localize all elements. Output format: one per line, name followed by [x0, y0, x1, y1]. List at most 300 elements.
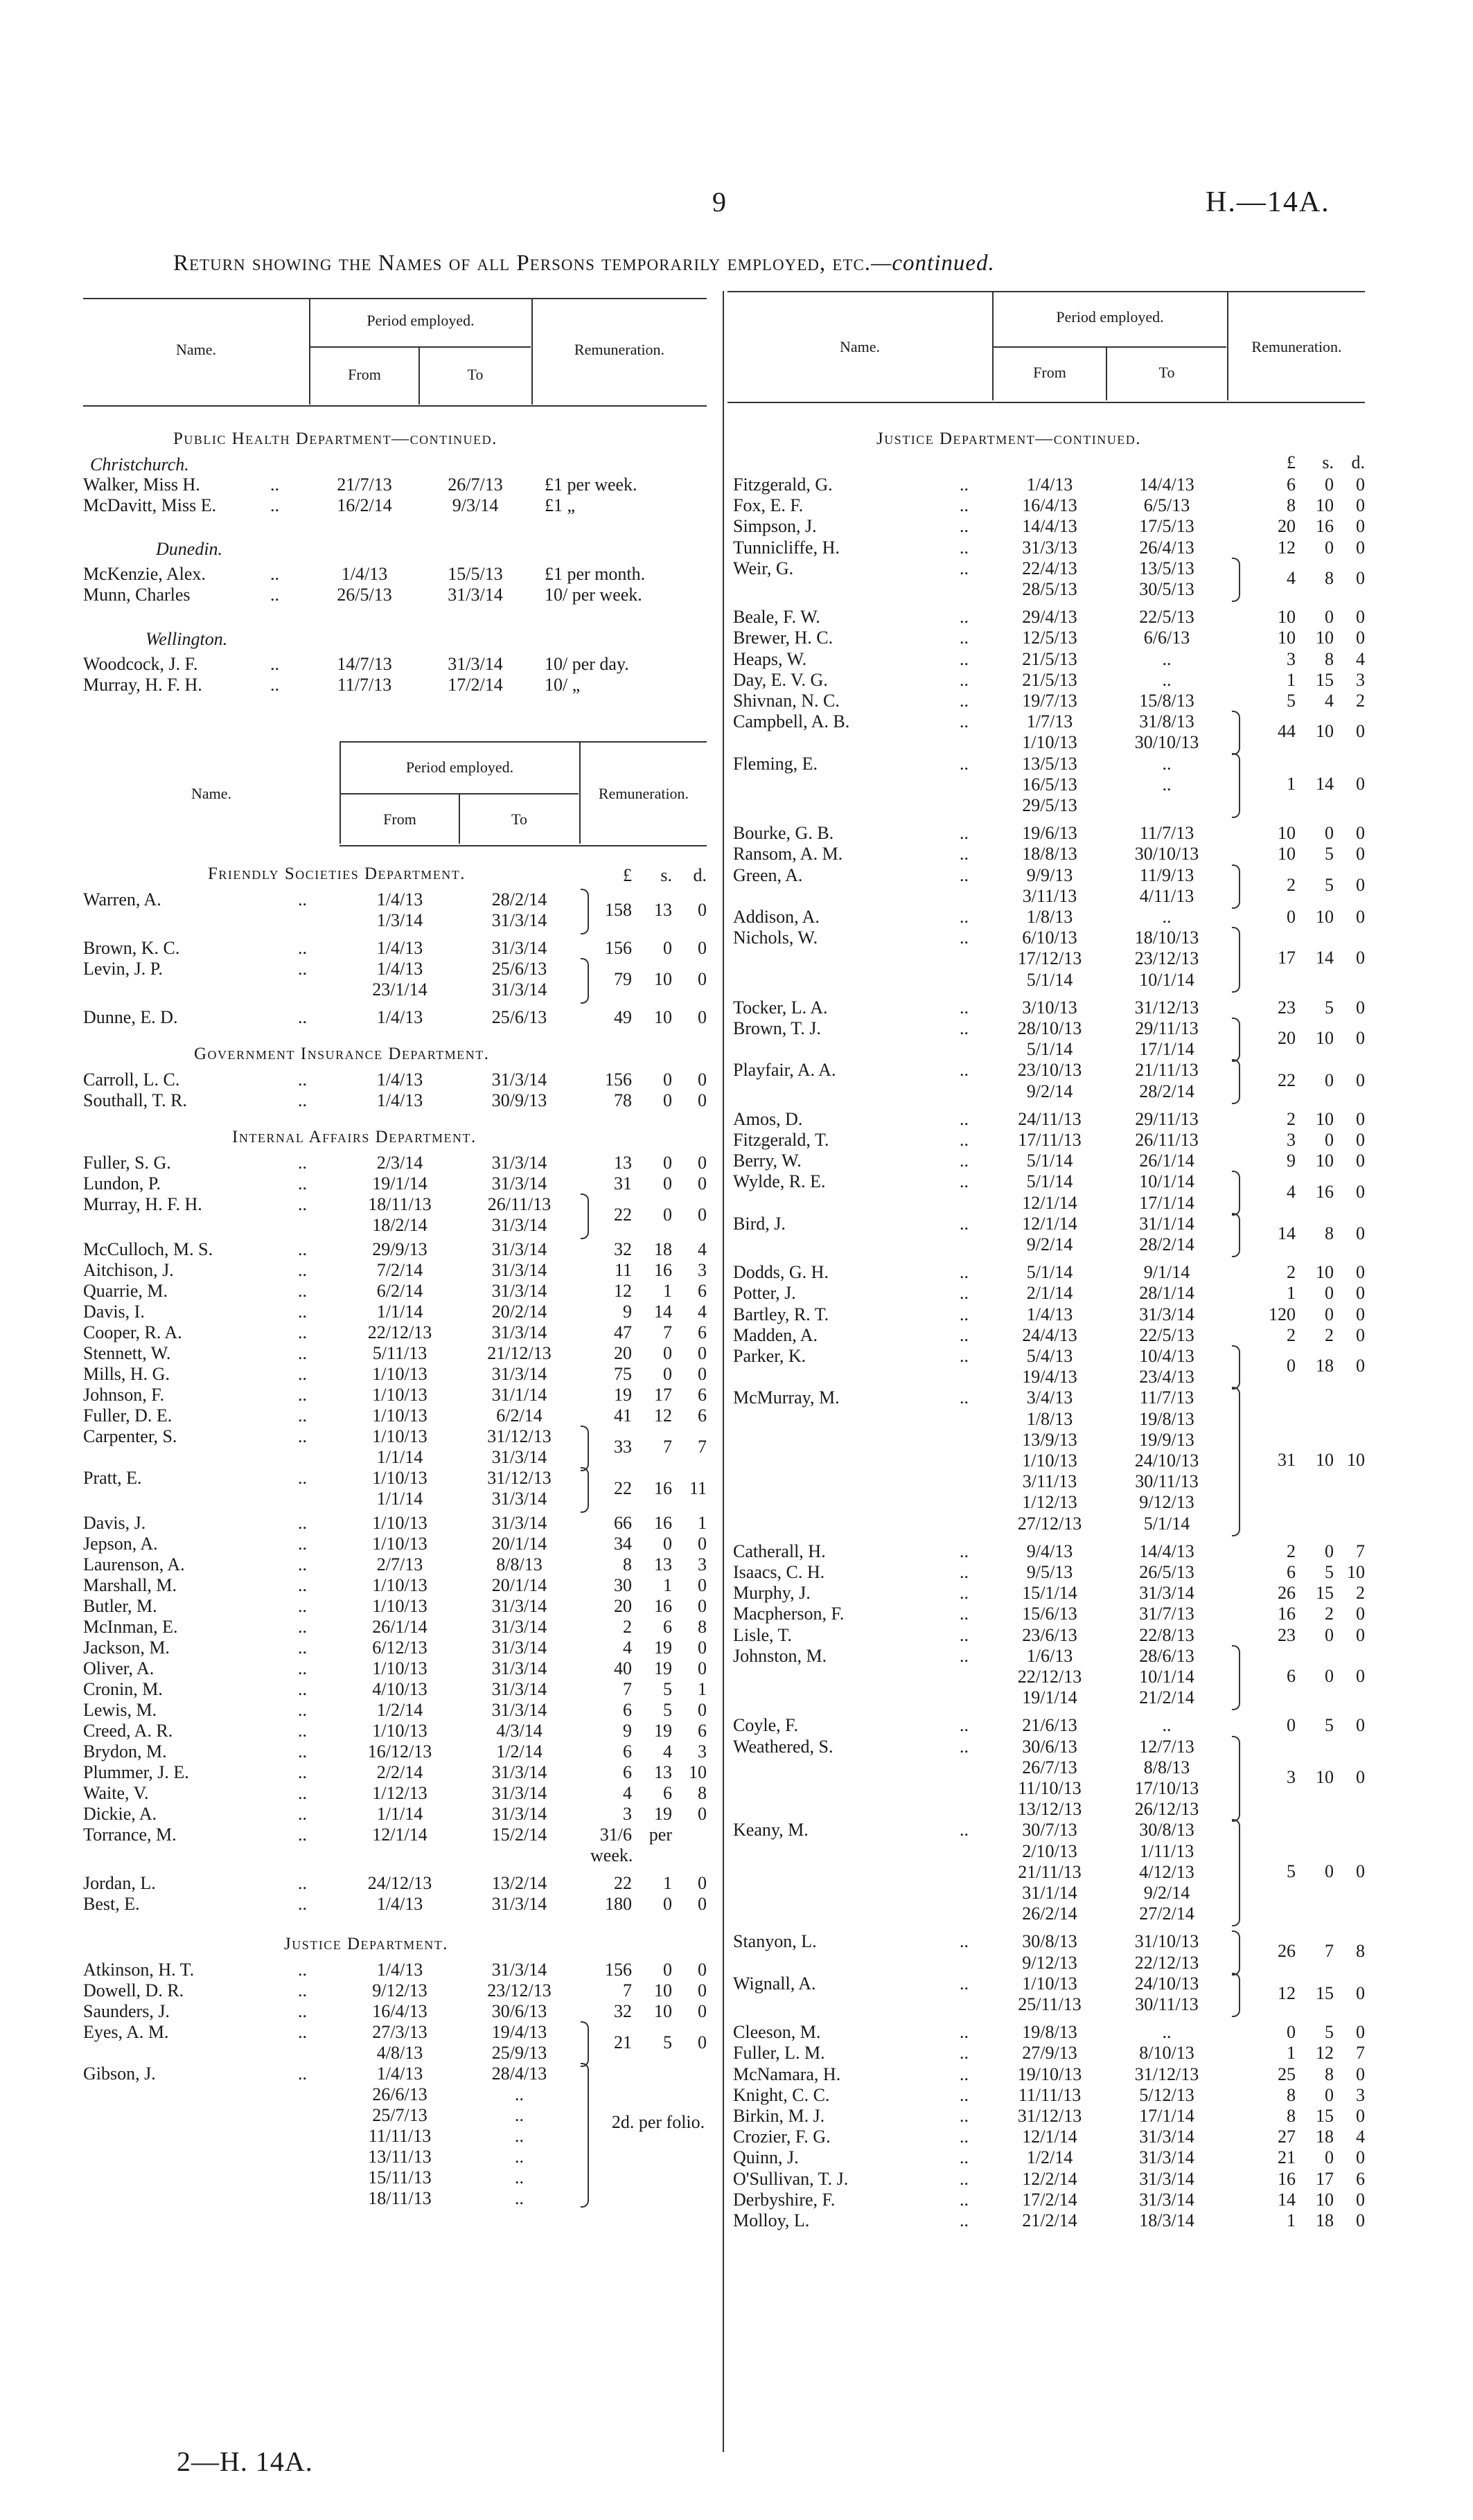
- leader-dots: ..: [298, 1513, 307, 1533]
- pence: 0: [1356, 537, 1365, 558]
- from-date: 21/5/13: [1022, 669, 1077, 690]
- subsection-dunedin: Dunedin.: [156, 539, 223, 559]
- shillings: 1: [663, 1575, 672, 1595]
- pounds: 49: [614, 1007, 632, 1027]
- from-date: 9/2/14: [1026, 1081, 1073, 1101]
- pence: 0: [698, 1205, 707, 1225]
- to-date: 31/3/14: [491, 1489, 547, 1509]
- to-date: 8/8/13: [496, 1554, 543, 1574]
- leader-dots: ..: [960, 558, 969, 578]
- pence: 0: [698, 1173, 707, 1194]
- pence: 0: [1356, 2022, 1365, 2043]
- pounds: 14: [1278, 2189, 1296, 2210]
- from-date: 27/3/13: [372, 2022, 427, 2042]
- leader-dots: ..: [960, 1304, 969, 1324]
- to-date: 17/2/14: [448, 675, 503, 695]
- name-cell: McInman, E.: [83, 1617, 178, 1637]
- shillings: 8: [1325, 1223, 1334, 1243]
- leader-dots: ..: [960, 1541, 969, 1561]
- to-date: 31/3/14: [491, 1700, 547, 1720]
- pounds: 32: [614, 2001, 632, 2021]
- leader-dots: ..: [960, 997, 969, 1018]
- pence: 6: [698, 1721, 707, 1741]
- name-cell: Quarrie, M.: [83, 1281, 168, 1301]
- shillings: 6: [663, 1617, 672, 1637]
- name-cell: Weir, G.: [733, 558, 794, 578]
- from-date: 1/10/13: [372, 1596, 427, 1616]
- amount-row: [0, 773, 1473, 795]
- pounds: 158: [605, 900, 632, 920]
- pence: 8: [1356, 1941, 1365, 1961]
- pence: 3: [698, 1260, 707, 1280]
- from-date: 21/11/13: [1018, 1861, 1082, 1882]
- table-row: [0, 1840, 1473, 1863]
- name-cell: Derbyshire, F.: [733, 2189, 836, 2210]
- shillings: 17: [654, 1385, 672, 1405]
- from-date: 9/5/13: [1026, 1562, 1073, 1582]
- to-date: 25/6/13: [491, 959, 547, 979]
- to-date: 12/7/13: [1139, 1736, 1194, 1757]
- pounds: 4: [1287, 1182, 1296, 1202]
- pence: 0: [1356, 875, 1365, 895]
- pence: 0: [1356, 2106, 1365, 2126]
- from-date: 1/10/13: [372, 1513, 427, 1533]
- leader-dots: ..: [960, 1931, 969, 1952]
- name-cell: Shivnan, N. C.: [733, 691, 840, 711]
- shillings: 0: [1325, 537, 1334, 558]
- to-date: 15/5/13: [448, 564, 503, 584]
- to-date: 4/12/13: [1139, 1861, 1194, 1882]
- pounds: 8: [1287, 495, 1296, 516]
- table-row: [0, 1282, 1473, 1304]
- pounds: 7: [623, 1980, 632, 2000]
- name-cell: Johnson, F.: [83, 1385, 165, 1405]
- table-row: [0, 1561, 1473, 1583]
- lsd-headers-right: [0, 452, 1473, 474]
- name-cell: Nichols, W.: [733, 928, 818, 948]
- from-date: 26/6/13: [372, 2084, 427, 2104]
- to-date: 31/3/14: [491, 1658, 547, 1678]
- shillings: 10: [1316, 2189, 1334, 2210]
- from-date: 19/1/14: [1022, 1687, 1077, 1708]
- from-date: 17/2/14: [1022, 2189, 1077, 2210]
- shillings: 7: [663, 1322, 672, 1342]
- pounds: 20: [1278, 1028, 1296, 1048]
- to-date: 30/11/13: [1135, 1471, 1199, 1492]
- from-date: 2/3/14: [376, 1153, 423, 1173]
- section-justice: Justice Department.: [284, 1935, 449, 1953]
- name-cell: Brown, K. C.: [83, 938, 180, 958]
- name-cell: McCulloch, M. S.: [83, 1239, 213, 1259]
- from-date: 1/10/13: [372, 1364, 427, 1384]
- shillings: 0: [1325, 1130, 1334, 1150]
- table-row: [0, 2147, 1473, 2169]
- from-date: 16/4/13: [1022, 495, 1077, 516]
- name-cell: O'Sullivan, T. J.: [733, 2168, 849, 2189]
- name-cell: Jepson, A.: [83, 1534, 158, 1554]
- to-date: 17/1/14: [1139, 2106, 1194, 2126]
- name-cell: Quinn, J.: [733, 2147, 799, 2168]
- shillings: 19: [654, 1638, 672, 1658]
- name-cell: Fuller, D. E.: [83, 1405, 173, 1426]
- table-row: [0, 822, 1473, 844]
- shillings: 0: [1325, 1070, 1334, 1090]
- to-date: 19/8/13: [1139, 1408, 1194, 1429]
- remuneration: 10/ per week.: [545, 585, 642, 605]
- name-cell: Butler, M.: [83, 1596, 157, 1616]
- leader-dots: ..: [960, 823, 969, 844]
- leader-dots: ..: [298, 889, 307, 909]
- leader-dots: ..: [960, 1736, 969, 1757]
- header-name: Name.: [175, 341, 217, 358]
- from-date: 17/11/13: [1018, 1130, 1082, 1150]
- pounds: 22: [614, 1478, 632, 1498]
- to-date: 31/3/14: [1139, 2168, 1194, 2189]
- shillings: 0: [1325, 474, 1334, 495]
- pence: 6: [1356, 2168, 1365, 2189]
- pounds: 32: [614, 1239, 632, 1259]
- leader-dots: ..: [298, 1741, 307, 1762]
- pence: 0: [1356, 1262, 1365, 1283]
- pounds: 0: [1287, 907, 1296, 927]
- name-cell: Best, E.: [83, 1894, 140, 1914]
- shillings-header: s.: [1322, 452, 1334, 472]
- from-date: 1/4/13: [376, 889, 423, 909]
- to-date: 28/2/14: [1139, 1081, 1194, 1101]
- shillings: 10: [654, 2001, 672, 2021]
- from-date: 12/1/14: [1022, 1213, 1077, 1234]
- table-row: [0, 474, 1473, 496]
- name-cell: Fleming, E.: [733, 753, 818, 774]
- pounds: 7: [623, 1679, 632, 1699]
- table-row: [0, 1429, 1473, 1451]
- pounds: 12: [1278, 537, 1296, 558]
- pounds: 19: [614, 1385, 632, 1405]
- section-internal-affairs: Internal Affairs Department.: [232, 1128, 477, 1146]
- name-cell: Bartley, R. T.: [733, 1304, 829, 1324]
- name-cell: Simpson, J.: [733, 516, 817, 537]
- name-cell: Carpenter, S.: [83, 1426, 177, 1446]
- shillings: 0: [663, 1534, 672, 1554]
- pounds: 9: [623, 1721, 632, 1741]
- to-date: 31/3/14: [1139, 2189, 1194, 2210]
- name-cell: Plummer, J. E.: [83, 1762, 189, 1782]
- to-date: 25/6/13: [491, 1007, 547, 1027]
- pence: 0: [1356, 1624, 1365, 1645]
- from-date: 1/3/14: [376, 910, 423, 930]
- to-date: 31/3/14: [491, 1153, 547, 1173]
- to-date: 24/10/13: [1134, 1973, 1199, 1994]
- to-date: 31/1/14: [491, 1385, 547, 1405]
- leader-dots: ..: [960, 844, 969, 864]
- shillings: 7: [1325, 1941, 1334, 1961]
- left-header-top-rule: [83, 298, 707, 299]
- from-date: 1/8/13: [1026, 1408, 1073, 1429]
- table-row: [0, 1129, 1473, 1151]
- to-date: 30/10/13: [1134, 844, 1199, 864]
- amount-row: [0, 720, 1473, 743]
- leader-dots: ..: [298, 938, 307, 958]
- pounds: 16: [1278, 2168, 1296, 2189]
- to-date: 30/11/13: [1135, 1994, 1199, 2014]
- from-date: 5/1/14: [1026, 1151, 1073, 1171]
- from-date: 26/2/14: [1022, 1904, 1077, 1924]
- from-date: 11/11/13: [1018, 2084, 1082, 2105]
- name-cell: Addison, A.: [733, 907, 820, 927]
- to-date: 22/8/13: [1139, 1624, 1194, 1645]
- document-reference: H.—14A.: [1206, 186, 1330, 218]
- name-cell: Johnston, M.: [733, 1645, 827, 1666]
- name-cell: Potter, J.: [733, 1283, 796, 1304]
- name-cell: Murray, H. F. H.: [83, 675, 202, 695]
- pence: 6: [698, 1405, 707, 1426]
- name-cell: Warren, A.: [83, 889, 161, 909]
- pounds: 0: [1287, 1715, 1296, 1736]
- leader-dots: ..: [298, 1617, 307, 1637]
- pounds: 8: [1287, 2106, 1296, 2126]
- pounds: 26: [1278, 1941, 1296, 1961]
- pounds: 156: [605, 938, 632, 958]
- from-date: 25/11/13: [1018, 1994, 1082, 2014]
- name-cell: Cronin, M.: [83, 1679, 163, 1699]
- to-date: ..: [1162, 669, 1172, 690]
- name-cell: Lisle, T.: [733, 1624, 792, 1645]
- name-cell: Cleeson, M.: [733, 2022, 821, 2043]
- remuneration: £1 per week.: [545, 474, 637, 495]
- shillings: 10: [1316, 1151, 1334, 1171]
- pounds: 1: [1287, 1283, 1296, 1304]
- leader-dots: ..: [298, 1239, 307, 1259]
- name-cell: Southall, T. R.: [83, 1090, 187, 1110]
- to-date: 31/7/13: [1139, 1604, 1194, 1624]
- leader-dots: ..: [270, 564, 279, 584]
- from-date: 4/10/13: [372, 1679, 427, 1699]
- shillings: 13: [654, 900, 672, 920]
- shillings: 14: [654, 1302, 672, 1322]
- remuneration: 10/ per day.: [545, 654, 629, 674]
- shillings: 13: [654, 1554, 672, 1574]
- to-date: 31/8/13: [1139, 711, 1194, 732]
- to-date: 26/4/13: [1139, 537, 1194, 558]
- pence: 0: [1356, 607, 1365, 628]
- pounds: 5: [1287, 1861, 1296, 1881]
- pence: 2: [1356, 1583, 1365, 1604]
- to-date: 15/8/13: [1139, 691, 1194, 711]
- name-cell: McMurray, M.: [733, 1387, 840, 1408]
- shillings: 10: [654, 1007, 672, 1027]
- pence: 7: [698, 1437, 707, 1457]
- to-date: 5/12/13: [1139, 2084, 1194, 2105]
- name-cell: McKenzie, Alex.: [83, 564, 206, 584]
- shillings: 0: [663, 1205, 672, 1225]
- from-date: 21/7/13: [337, 474, 392, 495]
- from-date: 13/11/13: [368, 2147, 432, 2167]
- to-date: 21/2/14: [1139, 1687, 1194, 1708]
- pence: 3: [1356, 669, 1365, 690]
- to-date: 6/5/13: [1143, 495, 1190, 516]
- from-date: 3/4/13: [1026, 1387, 1073, 1408]
- name-cell: Playfair, A. A.: [733, 1060, 836, 1081]
- leader-dots: ..: [298, 1302, 307, 1322]
- from-date: 16/12/13: [367, 1741, 432, 1762]
- header-name-2: Name.: [191, 785, 232, 802]
- pence: 0: [698, 1364, 707, 1384]
- to-date: 27/2/14: [1139, 1904, 1194, 1924]
- pounds: 11: [614, 1260, 632, 1280]
- to-date: 31/3/14: [491, 910, 547, 930]
- shillings: 19: [654, 1721, 672, 1741]
- pence: 0: [698, 1960, 707, 1980]
- pence: 0: [1356, 2189, 1365, 2210]
- to-date: ..: [1162, 2022, 1172, 2043]
- from-date: 16/4/13: [372, 2001, 427, 2021]
- leader-dots: ..: [960, 1387, 969, 1408]
- leader-dots: ..: [960, 691, 969, 711]
- name-cell: Marshall, M.: [83, 1575, 177, 1595]
- to-date: 31/3/14: [491, 1513, 547, 1533]
- leader-dots: ..: [960, 2127, 969, 2147]
- from-date: 1/4/13: [376, 1090, 423, 1110]
- from-date: 1/1/14: [376, 1447, 423, 1467]
- name-cell: Mills, H. G.: [83, 1364, 170, 1384]
- to-date: 17/1/14: [1139, 1039, 1194, 1060]
- shillings: 14: [1316, 948, 1334, 968]
- from-date: 12/5/13: [1022, 628, 1077, 648]
- name-cell: Munn, Charles: [83, 585, 191, 605]
- leader-dots: ..: [298, 1405, 307, 1426]
- from-date: 1/4/13: [376, 1070, 423, 1090]
- name-cell: Lundon, P.: [83, 1173, 161, 1194]
- name-cell: Coyle, F.: [733, 1715, 798, 1736]
- header-period: Period employed.: [367, 312, 475, 329]
- name-cell: Parker, K.: [733, 1346, 806, 1366]
- name-cell: Crozier, F. G.: [733, 2127, 831, 2147]
- amount-row: [0, 1940, 1473, 1962]
- shillings: 4: [663, 1741, 672, 1762]
- from-date: 23/6/13: [1022, 1624, 1077, 1645]
- to-date: 22/5/13: [1139, 607, 1194, 628]
- to-date: 26/5/13: [1139, 1562, 1194, 1582]
- from-date: 5/4/13: [1026, 1346, 1073, 1366]
- shillings: 16: [654, 1596, 672, 1616]
- from-date: 1/10/13: [1022, 732, 1077, 753]
- name-cell: Day, E. V. G.: [733, 669, 828, 690]
- pence: 0: [1356, 516, 1365, 537]
- pence: 0: [698, 1070, 707, 1090]
- from-date: 14/7/13: [337, 654, 392, 674]
- pounds: 20: [1278, 516, 1296, 537]
- name-cell: Pratt, E.: [83, 1468, 142, 1488]
- to-date: 17/10/13: [1134, 1778, 1199, 1798]
- to-date: 28/6/13: [1139, 1645, 1194, 1666]
- to-date: 31/3/14: [1139, 1304, 1194, 1324]
- from-date: 9/12/13: [372, 1980, 427, 2000]
- table-row: [0, 1491, 1473, 1514]
- shillings: 18: [1316, 2210, 1334, 2230]
- to-date: 31/3/14: [491, 979, 547, 1000]
- leader-dots: ..: [298, 1700, 307, 1720]
- table-row: [0, 843, 1473, 865]
- pence: 0: [1356, 1070, 1365, 1090]
- page-title: [173, 251, 1296, 276]
- table-row: [0, 2084, 1473, 2106]
- amount-row: [0, 1861, 1473, 1883]
- right-header-period: Period employed.: [1056, 308, 1164, 326]
- from-date: 30/7/13: [1022, 1820, 1077, 1840]
- pence: 0: [1356, 774, 1365, 794]
- pounds: 22: [614, 1205, 632, 1225]
- leader-dots: ..: [298, 1575, 307, 1595]
- pounds: 8: [1287, 2084, 1296, 2105]
- pence: 0: [698, 1343, 707, 1363]
- pence: 0: [698, 1658, 707, 1678]
- to-date: 31/3/14: [491, 1447, 547, 1467]
- to-date: 31/3/14: [491, 1239, 547, 1259]
- shillings: 10: [1316, 1450, 1334, 1470]
- shillings: 0: [1325, 1541, 1334, 1561]
- table-row: [0, 1108, 1473, 1130]
- leader-dots: ..: [298, 1721, 307, 1741]
- pence: 0: [698, 1638, 707, 1658]
- pounds: 9: [623, 1302, 632, 1322]
- leader-dots: ..: [960, 2022, 969, 2043]
- from-date: 6/12/13: [372, 1638, 427, 1658]
- from-date: 2/10/13: [1022, 1840, 1077, 1861]
- name-cell: Tocker, L. A.: [733, 997, 828, 1018]
- shillings: 10: [654, 969, 672, 989]
- from-date: 1/4/13: [376, 1007, 423, 1027]
- pence: 4: [1356, 648, 1365, 669]
- from-date: 1/10/13: [372, 1426, 427, 1446]
- shillings: 10: [1316, 628, 1334, 648]
- pounds: 23: [1278, 1624, 1296, 1645]
- leader-dots: ..: [960, 1130, 969, 1150]
- name-cell: McNamara, H.: [733, 2064, 841, 2084]
- pence: 0: [1356, 1356, 1365, 1376]
- pence: 4: [698, 1302, 707, 1322]
- leader-dots: ..: [298, 959, 307, 979]
- pounds-header: £: [1287, 452, 1296, 472]
- leader-dots: ..: [298, 2064, 307, 2084]
- from-date: 11/11/13: [368, 2126, 432, 2146]
- pence-header: d.: [1351, 452, 1365, 472]
- pounds: 13: [614, 1153, 632, 1173]
- name-cell: Murray, H. F. H.: [83, 1194, 202, 1214]
- right-header-remuneration: Remuneration.: [1251, 338, 1342, 355]
- shillings: 0: [1325, 1861, 1334, 1881]
- leader-dots: ..: [270, 585, 279, 605]
- shillings: 0: [663, 1153, 672, 1173]
- to-date: 31/12/13: [487, 1468, 552, 1488]
- pounds: 6: [623, 1700, 632, 1720]
- from-date: 24/11/13: [1018, 1108, 1082, 1129]
- shillings: 19: [654, 1658, 672, 1678]
- to-date: 10/1/14: [1139, 969, 1194, 990]
- header-period-2: Period employed.: [405, 758, 514, 776]
- shillings: 0: [1325, 1283, 1334, 1304]
- from-date: 2/7/13: [376, 1554, 423, 1574]
- name-cell: Brydon, M.: [83, 1741, 167, 1762]
- pence: 4: [698, 1239, 707, 1259]
- pounds: 41: [614, 1405, 632, 1426]
- table-row: [0, 2210, 1473, 2232]
- table-row: [0, 1150, 1473, 1172]
- table-row: [0, 2168, 1473, 2190]
- name-cell: Fuller, L. M.: [733, 2043, 825, 2064]
- pence: 0: [1356, 1861, 1365, 1881]
- to-date: 5/1/14: [1143, 1513, 1190, 1534]
- pounds: 20: [614, 1343, 632, 1363]
